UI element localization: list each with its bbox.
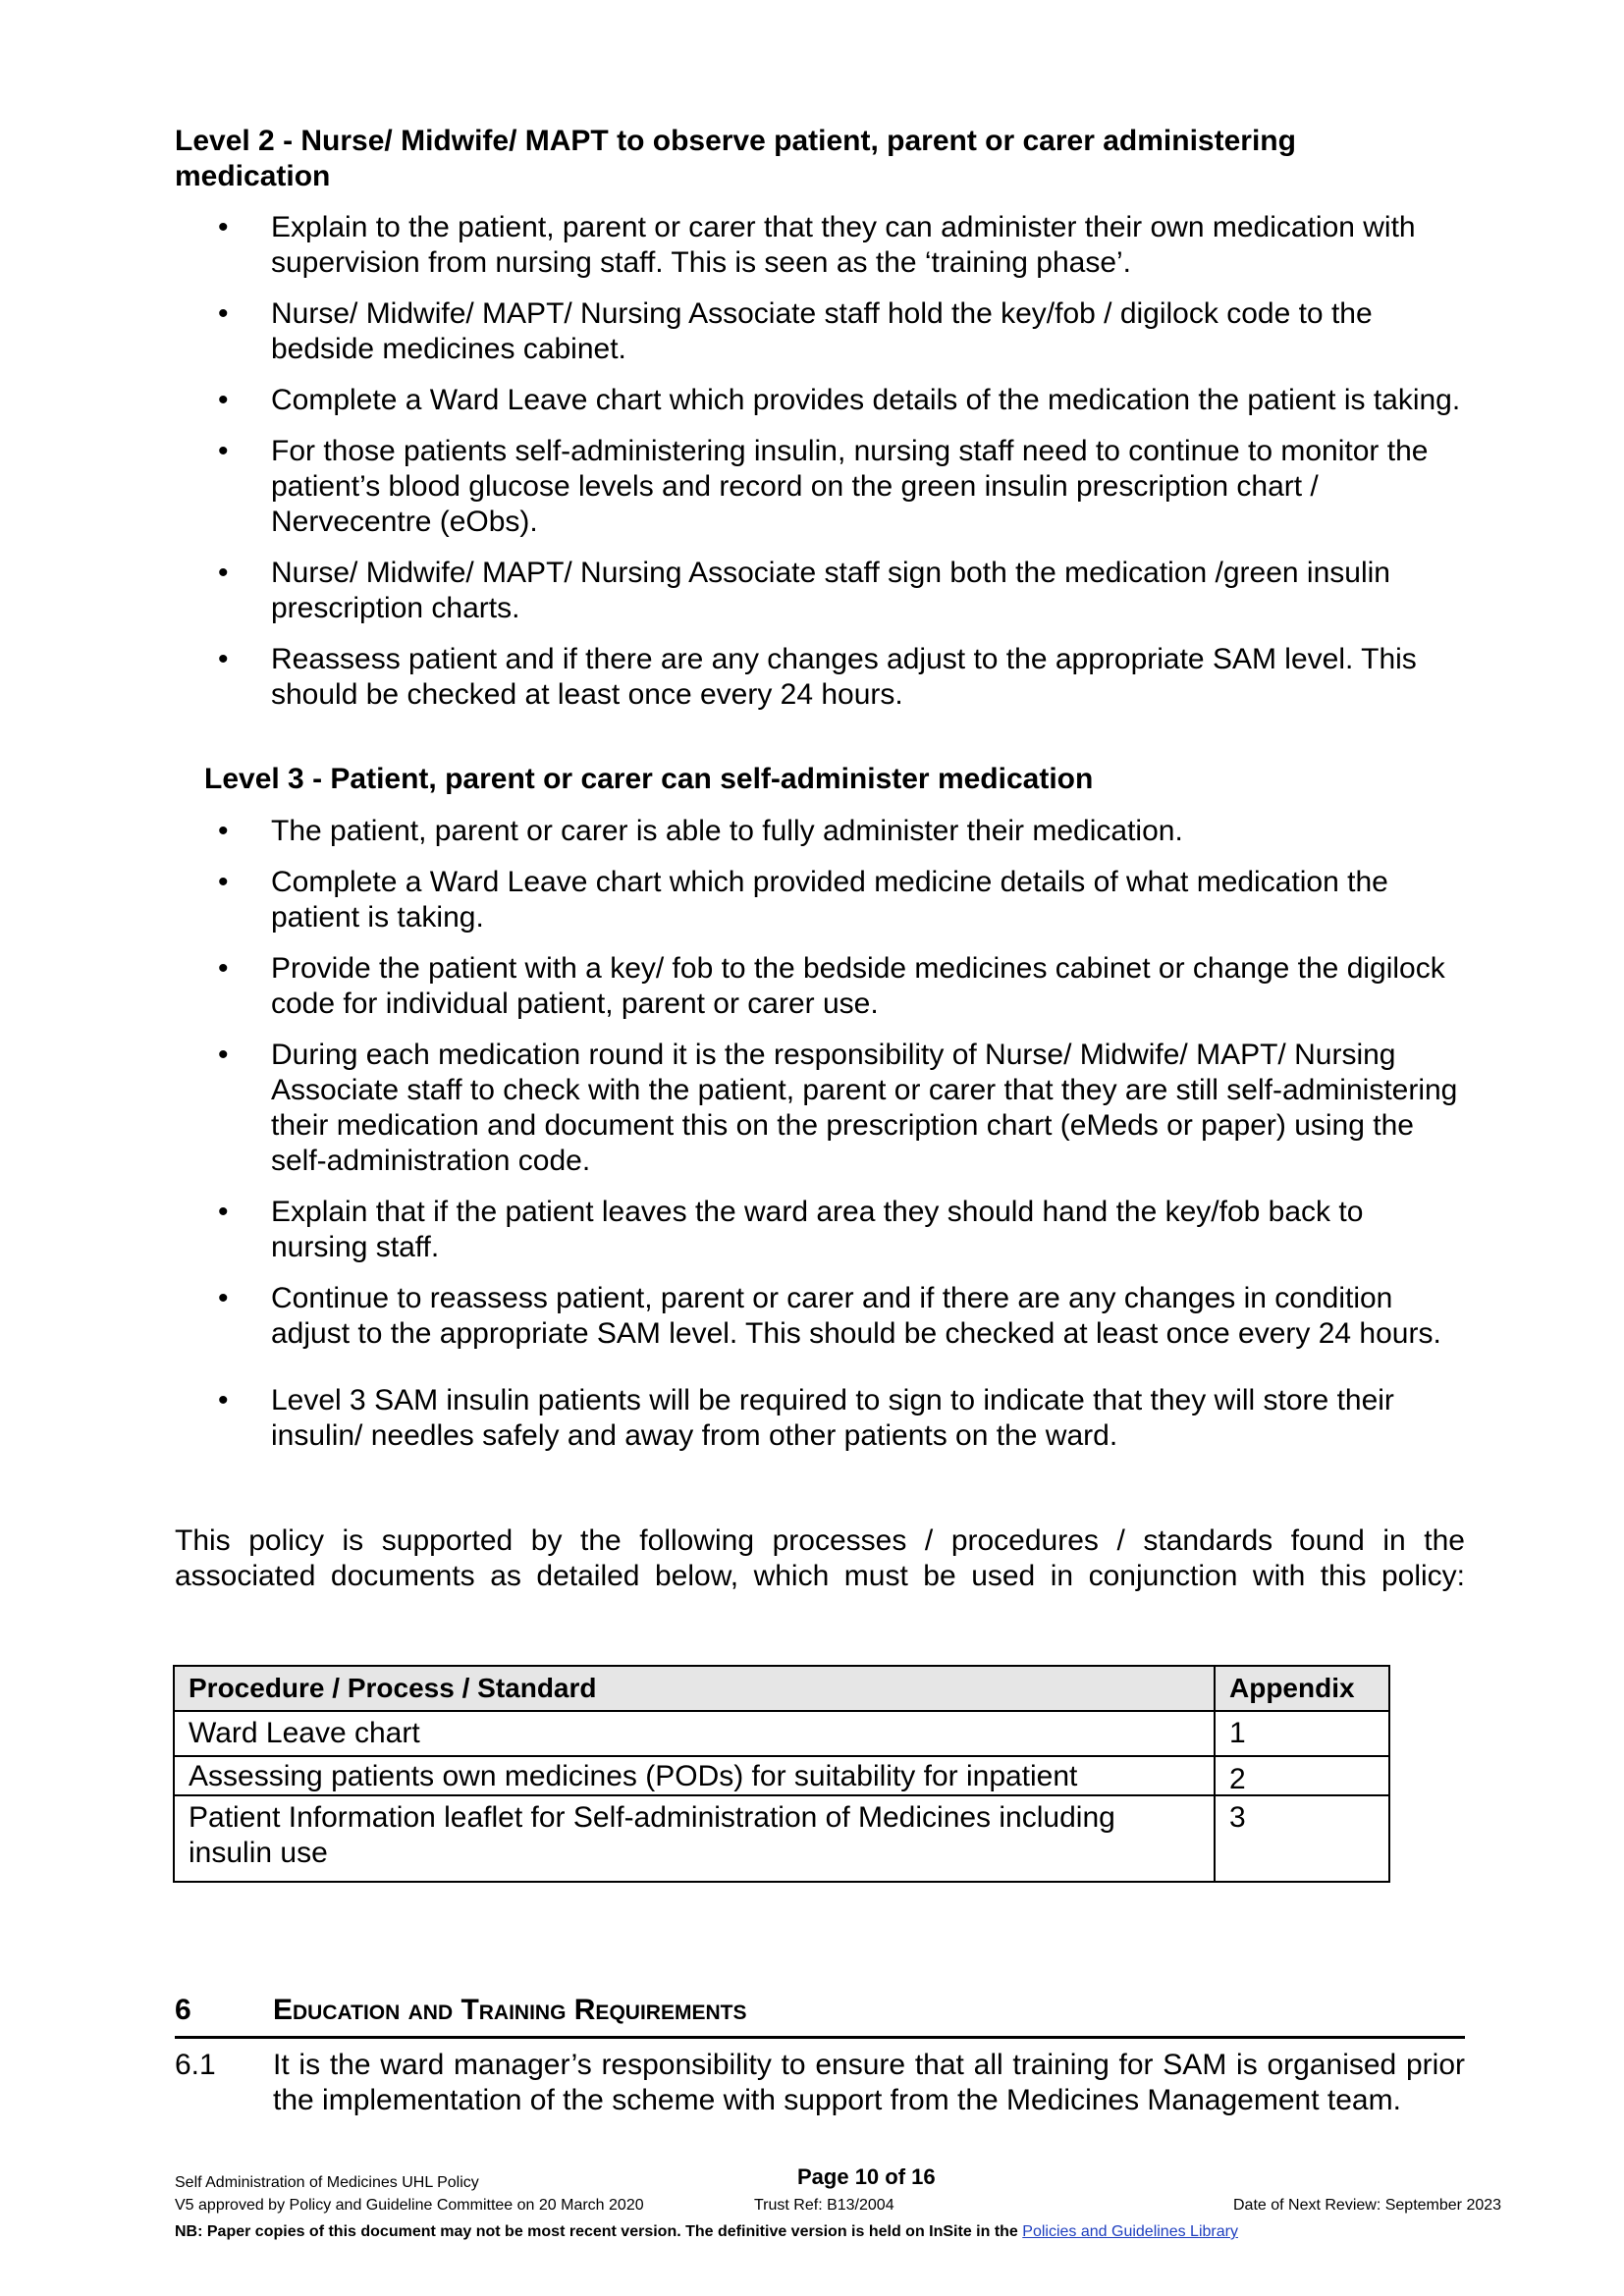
list-item [218,1383,1465,1454]
footer-page-number: Page 10 of 16 [797,2164,936,2189]
list-item [218,556,1465,626]
nb-text: NB: Paper copies of this document may not be most recent version. The definitive version is held on InSite in the [175,2223,1018,2240]
table-cell: 1 [1215,1711,1389,1756]
bullet-icon: • [218,384,229,416]
level3-heading: Level 3 - Patient, parent or carer can self-administer medication [204,763,1094,795]
policies-library-link[interactable]: Policies and Guidelines Library [1022,2223,1238,2240]
list-item-text: During each medication round it is the responsibility of Nurse/ Midwife/ MAPT/ Nursing Associate staff to check with the patient, parent or carer that they are still self-administering their medication and document this on the prescription chart (eMeds or paper) using the self-administration code. [271,1039,1458,1177]
bullet-icon: • [218,952,229,985]
list-item [218,642,1465,713]
list-item-text: Nurse/ Midwife/ MAPT/ Nursing Associate staff sign both the medication /green insulin prescription charts. [271,557,1390,624]
footer-review-date: Date of Next Review: September 2023 [1233,2197,1502,2214]
bullet-icon: • [218,815,229,847]
procedure-table [173,1665,1390,1883]
list-item-text: For those patients self-administering insulin, nursing staff need to continue to monitor the patient’s blood glucose levels and record on the green insulin prescription chart / Nervecentre (eObs). [271,435,1429,538]
section-number: 6 [175,1994,191,2026]
list-item-text: Nurse/ Midwife/ MAPT/ Nursing Associate staff hold the key/fob / digilock code to the bedside medicines cabinet. [271,297,1373,365]
footer-trust-ref: Trust Ref: B13/2004 [754,2197,894,2214]
table-header-row [174,1666,1389,1711]
list-item [218,210,1465,281]
footer-doc-title: Self Administration of Medicines UHL Policy [175,2174,479,2191]
list-item [218,865,1465,935]
list-item-text: Explain that if the patient leaves the ward area they should hand the key/fob back to nursing staff. [271,1196,1364,1263]
list-item [218,814,1465,849]
column-header-appendix: Appendix [1215,1666,1389,1711]
footer-nb-note [175,2222,1238,2242]
level2-heading: Level 2 - Nurse/ Midwife/ MAPT to observe patient, parent or carer administering medication [175,125,1296,192]
list-item [218,1281,1465,1352]
list-item-text: Complete a Ward Leave chart which provides details of the medication the patient is taking. [271,384,1461,416]
bullet-icon: • [218,1282,229,1314]
list-item [218,434,1465,540]
list-item-text: Reassess patient and if there are any changes adjust to the appropriate SAM level. This should be checked at least once every 24 hours. [271,643,1417,711]
subsection-text: It is the ward manager’s responsibility to ensure that all training for SAM is organised prior the implementation of the scheme with support from the Medicines Management team. [273,2049,1465,2116]
bullet-icon: • [218,866,229,898]
bullet-icon: • [218,1384,229,1416]
table-row [174,1756,1389,1795]
table-row [174,1795,1389,1882]
level3-list [218,814,1465,1469]
list-item-text: Continue to reassess patient, parent or carer and if there are any changes in condition adjust to the appropriate SAM level. This should be checked at least once every 24 hours. [271,1282,1441,1350]
list-item [218,383,1465,418]
list-item [218,1038,1465,1179]
policy-paragraph [175,1523,1465,1594]
policy-paragraph-text: This policy is supported by the following processes / procedures / standards found in the associated documents as detailed below, which must be used in conjunction with this policy: [175,1524,1465,1592]
list-item [218,296,1465,367]
list-item [218,1195,1465,1265]
list-item-text: Level 3 SAM insulin patients will be required to sign to indicate that they will store their insulin/ needles safely and away from other patients on the ward. [271,1384,1394,1452]
table-row [174,1711,1389,1756]
list-item-text: Explain to the patient, parent or carer that they can administer their own medication with supervision from nursing staff. This is seen as the ‘training phase’. [271,211,1416,279]
table-cell: Patient Information leaflet for Self-administration of Medicines including insulin use [174,1795,1215,1882]
section-title: Education and Training Requirements [273,1994,747,2026]
bullet-icon: • [218,211,229,243]
bullet-icon: • [218,297,229,330]
list-item [218,951,1465,1022]
list-item-text: Complete a Ward Leave chart which provided medicine details of what medication the patient is taking. [271,866,1388,934]
list-item-text: The patient, parent or carer is able to fully administer their medication. [271,815,1183,847]
column-header-procedure: Procedure / Process / Standard [174,1666,1215,1711]
section-6-heading [175,1993,1465,2039]
bullet-icon: • [218,1196,229,1228]
table-cell: Ward Leave chart [174,1711,1215,1756]
level2-list [218,210,1465,728]
table-cell: 3 [1215,1795,1389,1882]
list-item-text: Provide the patient with a key/ fob to the bedside medicines cabinet or change the digilock code for individual patient, parent or carer use. [271,952,1445,1020]
bullet-icon: • [218,643,229,675]
table-cell: Assessing patients own medicines (PODs) for suitability for inpatient [174,1756,1215,1795]
bullet-icon: • [218,435,229,467]
subsection-number: 6.1 [175,2049,216,2081]
bullet-icon: • [218,557,229,589]
bullet-icon: • [218,1039,229,1071]
table-cell: 2 [1215,1756,1389,1795]
footer-approval: V5 approved by Policy and Guideline Committee on 20 March 2020 [175,2197,644,2214]
